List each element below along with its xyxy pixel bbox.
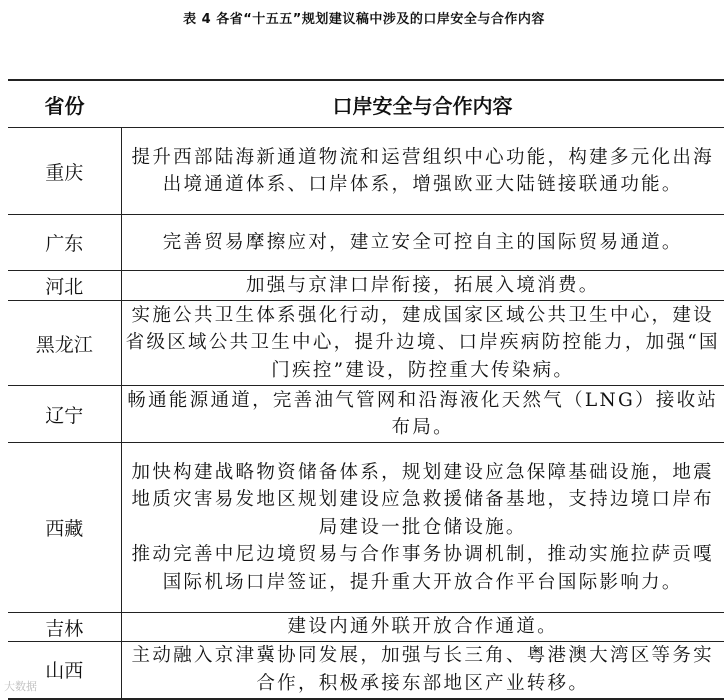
table-caption: 表 4 各省“十五五”规划建议稿中涉及的口岸安全与合作内容 [183, 12, 545, 27]
province-cell: 辽宁 [8, 386, 121, 443]
content-paragraph: 完善贸易摩擦应对，建立安全可控自主的国际贸易通道。 [162, 231, 683, 253]
content-paragraph: 提升西部陆海新通道物流和运营组织中心功能，构建多元化出海出境通道体系、口岸体系，增强欧亚大陆链接联通功能。 [131, 146, 714, 195]
content-cell [121, 128, 724, 215]
table-header-row [8, 80, 724, 128]
content-cell [121, 215, 724, 271]
table-row [8, 271, 724, 301]
provinces-table [8, 79, 724, 700]
watermark: 大数据 [4, 680, 37, 693]
content-paragraph: 加快构建战略物资储备体系，规划建设应急保障基础设施，地震地质灾害易发地区规划建设应急救援储备基地，支持边境口岸布局建设一批仓储设施。 [131, 461, 714, 538]
province-cell: 广东 [8, 215, 121, 271]
content-cell [121, 642, 724, 699]
header-content: 口岸安全与合作内容 [121, 80, 724, 128]
content-paragraph: 主动融入京津冀协同发展，加强与长三角、粤港澳大湾区等务实合作，积极承接东部地区产业转移。 [131, 645, 714, 694]
province-cell: 西藏 [8, 443, 121, 613]
content-paragraph: 畅通能源通道，完善油气管网和沿海液化天然气（LNG）接收站布局。 [127, 389, 719, 438]
province-cell: 黑龙江 [8, 301, 121, 386]
table-row [8, 215, 724, 271]
content-cell [121, 271, 724, 301]
table-row [8, 642, 724, 699]
content-paragraph: 实施公共卫生体系强化行动，建成国家区域公共卫生中心，建设省级区域公共卫生中心，提升边境、口岸疾病防控能力，加强“国门疾控”建设，防控重大传染病。 [125, 304, 720, 381]
content-cell [121, 443, 724, 613]
table-row [8, 613, 724, 642]
table-row [8, 128, 724, 215]
content-cell [121, 613, 724, 642]
province-cell: 重庆 [8, 128, 121, 215]
content-paragraph: 建设内通外联开放合作通道。 [287, 616, 558, 638]
province-cell: 吉林 [8, 613, 121, 642]
province-cell: 河北 [8, 271, 121, 301]
table-row [8, 386, 724, 443]
table-row [8, 301, 724, 386]
content-cell [121, 301, 724, 386]
province-cell: 山西 [8, 642, 121, 699]
table-row [8, 443, 724, 613]
content-paragraph: 推动完善中尼边境贸易与合作事务协调机制，推动实施拉萨贡嘎国际机场口岸签证，提升重大开放合作平台国际影响力。 [131, 544, 714, 593]
content-cell [121, 386, 724, 443]
header-province: 省份 [8, 80, 121, 128]
content-paragraph: 加强与京津口岸衔接，拓展入境消费。 [245, 274, 600, 296]
